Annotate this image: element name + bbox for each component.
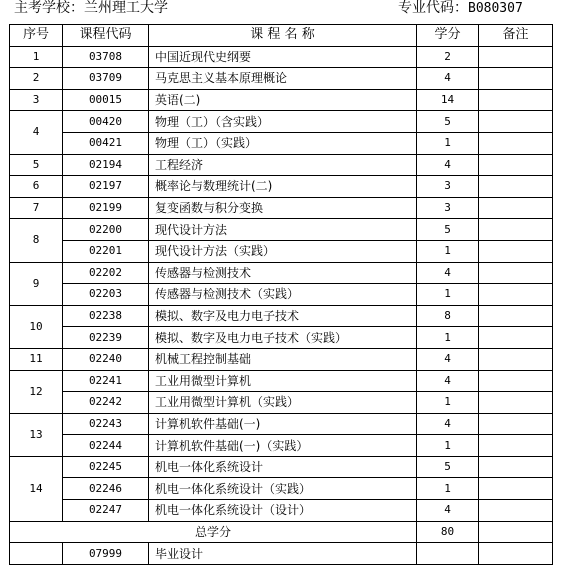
document-header xyxy=(0,0,562,26)
row-number: 3 xyxy=(10,89,63,111)
course-code: 03709 xyxy=(63,68,149,90)
course-credit: 1 xyxy=(417,284,479,306)
course-remark xyxy=(479,348,553,370)
row-number: 11 xyxy=(10,348,63,370)
course-remark xyxy=(479,284,553,306)
total-row xyxy=(10,521,553,543)
course-code: 02202 xyxy=(63,262,149,284)
course-credit: 1 xyxy=(417,392,479,414)
table-row xyxy=(10,240,553,262)
total-remark xyxy=(479,521,553,543)
row-number: 5 xyxy=(10,154,63,176)
course-credit: 1 xyxy=(417,132,479,154)
course-name: 传感器与检测技术 xyxy=(149,262,417,284)
course-name: 物理（工）（含实践） xyxy=(149,111,417,133)
course-credit: 1 xyxy=(417,478,479,500)
major-code-label: 专业代码： xyxy=(398,0,468,16)
course-code: 02238 xyxy=(63,305,149,327)
course-name: 英语(二) xyxy=(149,89,417,111)
table-row xyxy=(10,132,553,154)
course-name: 机电一体化系统设计（实践） xyxy=(149,478,417,500)
course-name: 机械工程控制基础 xyxy=(149,348,417,370)
row-number: 8 xyxy=(10,219,63,262)
course-code: 00420 xyxy=(63,111,149,133)
column-header-name: 课 程 名 称 xyxy=(149,25,417,47)
course-credit: 14 xyxy=(417,89,479,111)
course-code: 03708 xyxy=(63,46,149,68)
total-credit: 80 xyxy=(417,521,479,543)
course-name: 工业用微型计算机 xyxy=(149,370,417,392)
table-row xyxy=(10,176,553,198)
course-code: 02244 xyxy=(63,435,149,457)
course-remark xyxy=(479,413,553,435)
course-name: 现代设计方法（实践） xyxy=(149,240,417,262)
course-remark xyxy=(479,219,553,241)
course-table xyxy=(9,24,553,565)
course-name: 计算机软件基础(一) xyxy=(149,413,417,435)
course-credit: 1 xyxy=(417,327,479,349)
table-row xyxy=(10,46,553,68)
course-code: 00421 xyxy=(63,132,149,154)
row-number: 10 xyxy=(10,305,63,348)
total-label: 总学分 xyxy=(10,521,417,543)
school-label: 主考学校： xyxy=(14,0,84,16)
course-name: 计算机软件基础(一)（实践） xyxy=(149,435,417,457)
table-row xyxy=(10,348,553,370)
course-remark xyxy=(479,500,553,522)
course-code: 02197 xyxy=(63,176,149,198)
course-name: 马克思主义基本原理概论 xyxy=(149,68,417,90)
course-code: 02247 xyxy=(63,500,149,522)
course-code: 02246 xyxy=(63,478,149,500)
table-header-row xyxy=(10,25,553,47)
course-name: 工业用微型计算机（实践） xyxy=(149,392,417,414)
course-name: 物理（工）（实践） xyxy=(149,132,417,154)
row-number: 14 xyxy=(10,456,63,521)
course-credit xyxy=(417,543,479,565)
course-code: 02239 xyxy=(63,327,149,349)
course-name: 机电一体化系统设计 xyxy=(149,456,417,478)
course-code: 02245 xyxy=(63,456,149,478)
table-row xyxy=(10,305,553,327)
major-code-info xyxy=(398,0,523,17)
table-row xyxy=(10,68,553,90)
table-row xyxy=(10,543,553,565)
course-credit: 2 xyxy=(417,46,479,68)
table-row xyxy=(10,500,553,522)
column-header-remark: 备注 xyxy=(479,25,553,47)
course-credit: 5 xyxy=(417,219,479,241)
course-code: 02199 xyxy=(63,197,149,219)
table-row xyxy=(10,413,553,435)
course-credit: 5 xyxy=(417,456,479,478)
course-name: 现代设计方法 xyxy=(149,219,417,241)
row-number: 1 xyxy=(10,46,63,68)
row-number: 6 xyxy=(10,176,63,198)
course-credit: 4 xyxy=(417,348,479,370)
course-remark xyxy=(479,305,553,327)
course-name: 模拟、数字及电力电子技术（实践） xyxy=(149,327,417,349)
row-number: 12 xyxy=(10,370,63,413)
table-row xyxy=(10,197,553,219)
column-header-no: 序号 xyxy=(10,25,63,47)
course-name: 工程经济 xyxy=(149,154,417,176)
course-credit: 5 xyxy=(417,111,479,133)
course-remark xyxy=(479,68,553,90)
major-code: B080307 xyxy=(468,1,523,16)
course-name: 模拟、数字及电力电子技术 xyxy=(149,305,417,327)
course-code: 07999 xyxy=(63,543,149,565)
course-code: 00015 xyxy=(63,89,149,111)
row-number: 4 xyxy=(10,111,63,154)
course-name: 机电一体化系统设计（设计） xyxy=(149,500,417,522)
table-row xyxy=(10,478,553,500)
table-row xyxy=(10,111,553,133)
course-credit: 4 xyxy=(417,370,479,392)
course-name: 毕业设计 xyxy=(149,543,417,565)
table-row xyxy=(10,370,553,392)
course-credit: 4 xyxy=(417,500,479,522)
course-table-body xyxy=(10,46,553,564)
course-credit: 3 xyxy=(417,176,479,198)
course-credit: 4 xyxy=(417,68,479,90)
course-code: 02241 xyxy=(63,370,149,392)
course-credit: 4 xyxy=(417,262,479,284)
course-name: 传感器与检测技术（实践） xyxy=(149,284,417,306)
course-credit: 1 xyxy=(417,435,479,457)
course-code: 02201 xyxy=(63,240,149,262)
course-remark xyxy=(479,154,553,176)
row-number: 7 xyxy=(10,197,63,219)
school-name: 兰州理工大学 xyxy=(84,0,168,16)
row-number: 9 xyxy=(10,262,63,305)
course-remark xyxy=(479,435,553,457)
row-number: 2 xyxy=(10,68,63,90)
course-credit: 1 xyxy=(417,240,479,262)
course-name: 概率论与数理统计(二) xyxy=(149,176,417,198)
column-header-credit: 学分 xyxy=(417,25,479,47)
course-remark xyxy=(479,262,553,284)
course-code: 02194 xyxy=(63,154,149,176)
course-remark xyxy=(479,197,553,219)
course-name: 中国近现代史纲要 xyxy=(149,46,417,68)
course-code: 02242 xyxy=(63,392,149,414)
table-row xyxy=(10,284,553,306)
table-row xyxy=(10,456,553,478)
course-name: 复变函数与积分变换 xyxy=(149,197,417,219)
school-info xyxy=(14,0,168,17)
course-credit: 8 xyxy=(417,305,479,327)
course-credit: 4 xyxy=(417,413,479,435)
table-row xyxy=(10,89,553,111)
course-remark xyxy=(479,392,553,414)
course-remark xyxy=(479,543,553,565)
course-code: 02200 xyxy=(63,219,149,241)
row-number xyxy=(10,543,63,565)
table-row xyxy=(10,435,553,457)
course-remark xyxy=(479,111,553,133)
course-code: 02243 xyxy=(63,413,149,435)
course-remark xyxy=(479,370,553,392)
course-remark xyxy=(479,240,553,262)
table-row xyxy=(10,327,553,349)
column-header-code: 课程代码 xyxy=(63,25,149,47)
course-remark xyxy=(479,327,553,349)
course-remark xyxy=(479,456,553,478)
table-row xyxy=(10,392,553,414)
course-code: 02203 xyxy=(63,284,149,306)
course-credit: 4 xyxy=(417,154,479,176)
course-remark xyxy=(479,46,553,68)
row-number: 13 xyxy=(10,413,63,456)
course-code: 02240 xyxy=(63,348,149,370)
course-remark xyxy=(479,132,553,154)
course-remark xyxy=(479,89,553,111)
course-remark xyxy=(479,478,553,500)
table-row xyxy=(10,262,553,284)
table-row xyxy=(10,219,553,241)
course-remark xyxy=(479,176,553,198)
table-row xyxy=(10,154,553,176)
course-credit: 3 xyxy=(417,197,479,219)
